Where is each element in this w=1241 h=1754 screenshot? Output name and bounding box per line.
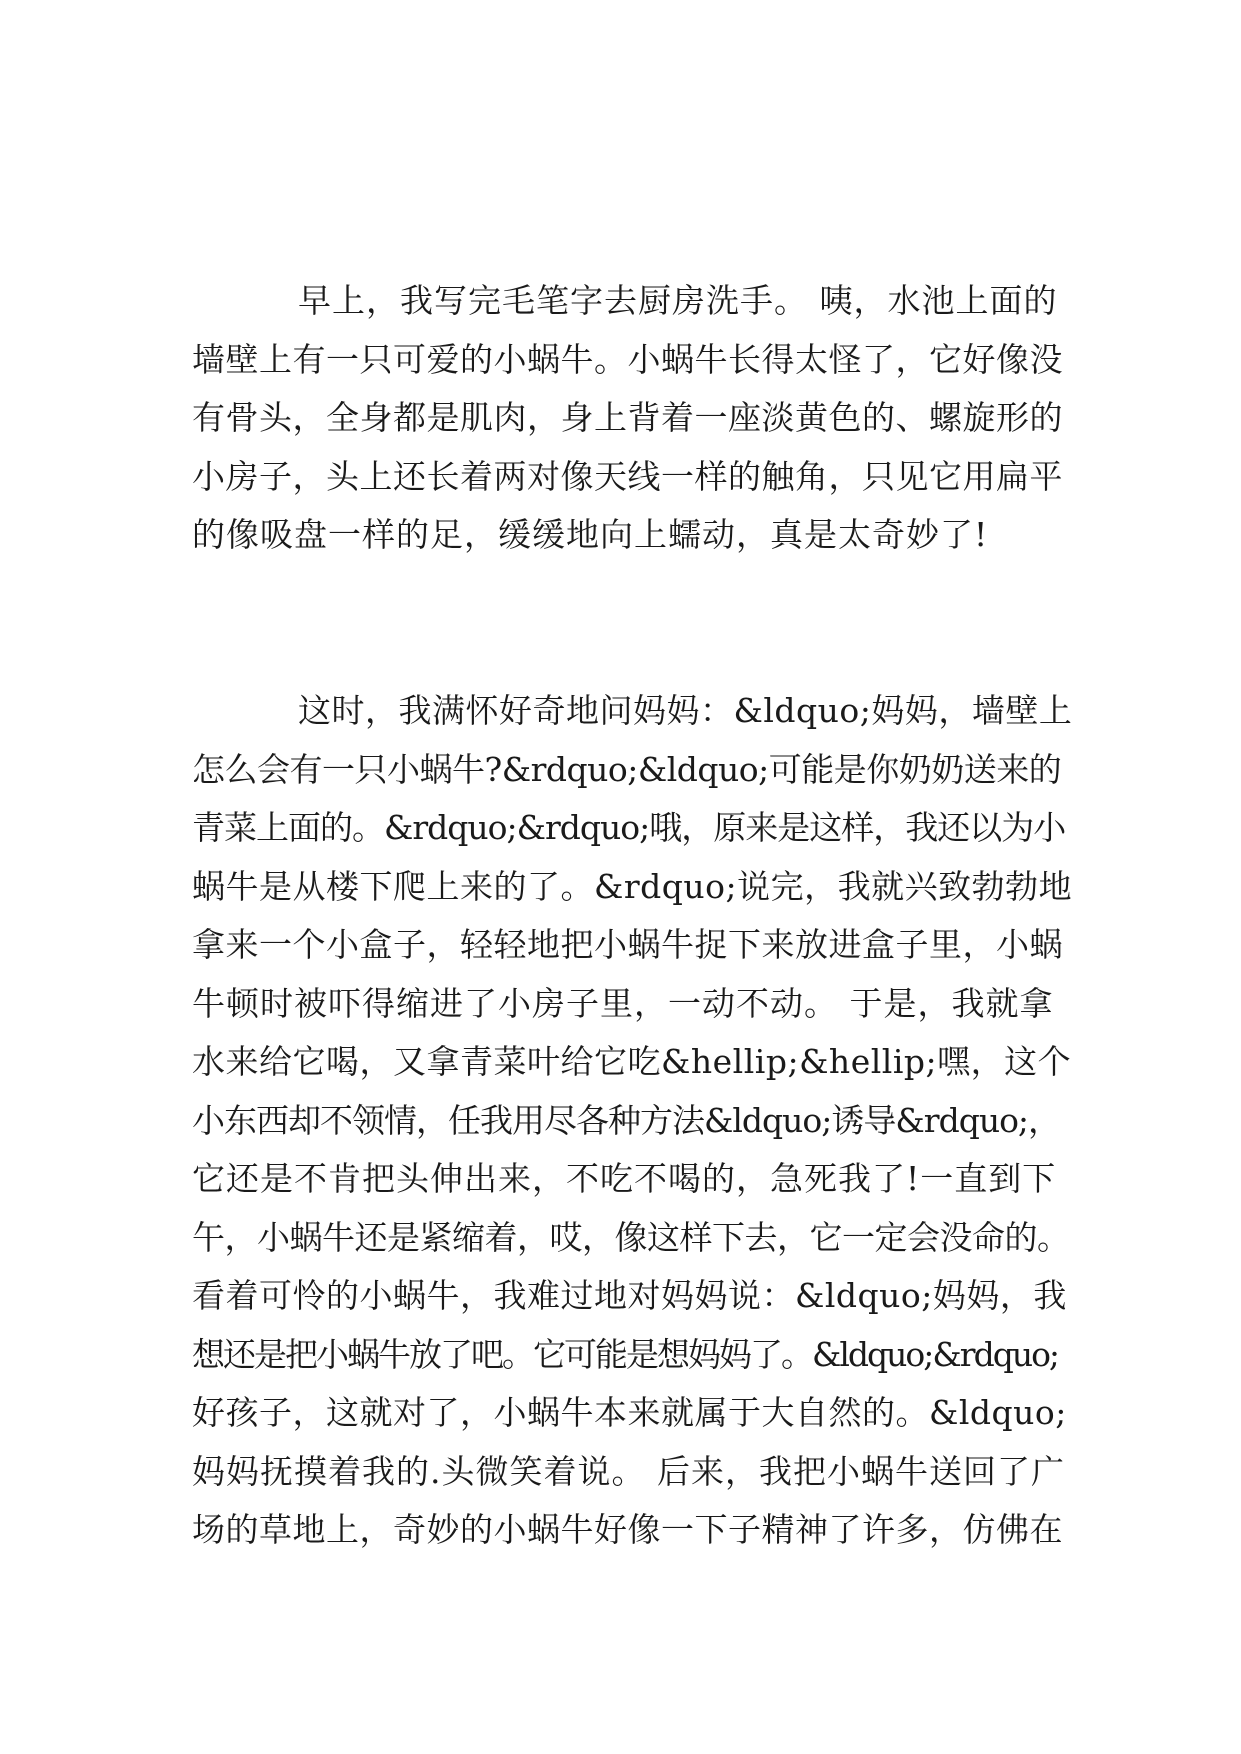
text-line: 小房子，头上还长着两对像天线一样的触角，只见它用扁平 bbox=[192, 456, 1063, 496]
text-line: 怎么会有一只小蜗牛?&rdquo;&ldquo;可能是你奶奶送来的 bbox=[192, 749, 1062, 789]
text-line: 妈妈抚摸着我的.头微笑着说。 后来，我把小蜗牛送回了广 bbox=[192, 1451, 1065, 1491]
paragraph-conversation bbox=[192, 682, 1072, 1560]
text-line: 拿来一个小盒子，轻轻地把小蜗牛捉下来放进盒子里，小蜗 bbox=[192, 925, 1063, 964]
text-line: 场的草地上，奇妙的小蜗牛好像一下子精神了许多，仿佛在 bbox=[192, 1510, 1063, 1549]
text-line: 它还是不肯把头伸出来，不吃不喝的，急死我了!一直到下 bbox=[192, 1159, 1057, 1198]
text-line: 好孩子，这就对了，小蜗牛本来就属于大自然的。&ldquo; bbox=[192, 1393, 1067, 1432]
text-line: 这时，我满怀好奇地问妈妈：&ldquo;妈妈，墙壁上 bbox=[298, 691, 1073, 730]
text-line: 墙壁上有一只可爱的小蜗牛。小蜗牛长得太怪了，它好像没 bbox=[192, 339, 1063, 379]
text-line: 蜗牛是从楼下爬上来的了。&rdquo;说完，我就兴致勃勃地 bbox=[192, 866, 1073, 906]
text-line: 看着可怜的小蜗牛，我难过地对妈妈说：&ldquo;妈妈，我 bbox=[192, 1276, 1067, 1315]
text-line: 青菜上面的。&rdquo;&rdquo;哦，原来是这样，我还以为小 bbox=[192, 808, 1066, 847]
text-line: 早上，我写完毛笔字去厨房洗手。 咦，水池上面的 bbox=[298, 281, 1058, 320]
text-line: 的像吸盘一样的足，缓缓地向上蠕动，真是太奇妙了! bbox=[192, 515, 989, 554]
text-line: 想还是把小蜗牛放了吧。它可能是想妈妈了。&ldquo;&rdquo; bbox=[192, 1334, 1059, 1374]
paragraph-morning bbox=[192, 272, 1072, 565]
text-line: 牛顿时被吓得缩进了小房子里，一动不动。 于是，我就拿 bbox=[192, 983, 1054, 1023]
text-line: 有骨头，全身都是肌肉，身上背着一座淡黄色的、螺旋形的 bbox=[192, 398, 1063, 437]
text-line: 水来给它喝，又拿青菜叶给它吃&hellip;&hellip;嘿，这个 bbox=[192, 1042, 1072, 1081]
text-line: 午，小蜗牛还是紧缩着，哎，像这样下去，它一定会没命的。 bbox=[192, 1217, 1070, 1257]
text-line: 小东西却不领情，任我用尽各种方法&ldquo;诱导&rdquo;， bbox=[192, 1100, 1061, 1140]
